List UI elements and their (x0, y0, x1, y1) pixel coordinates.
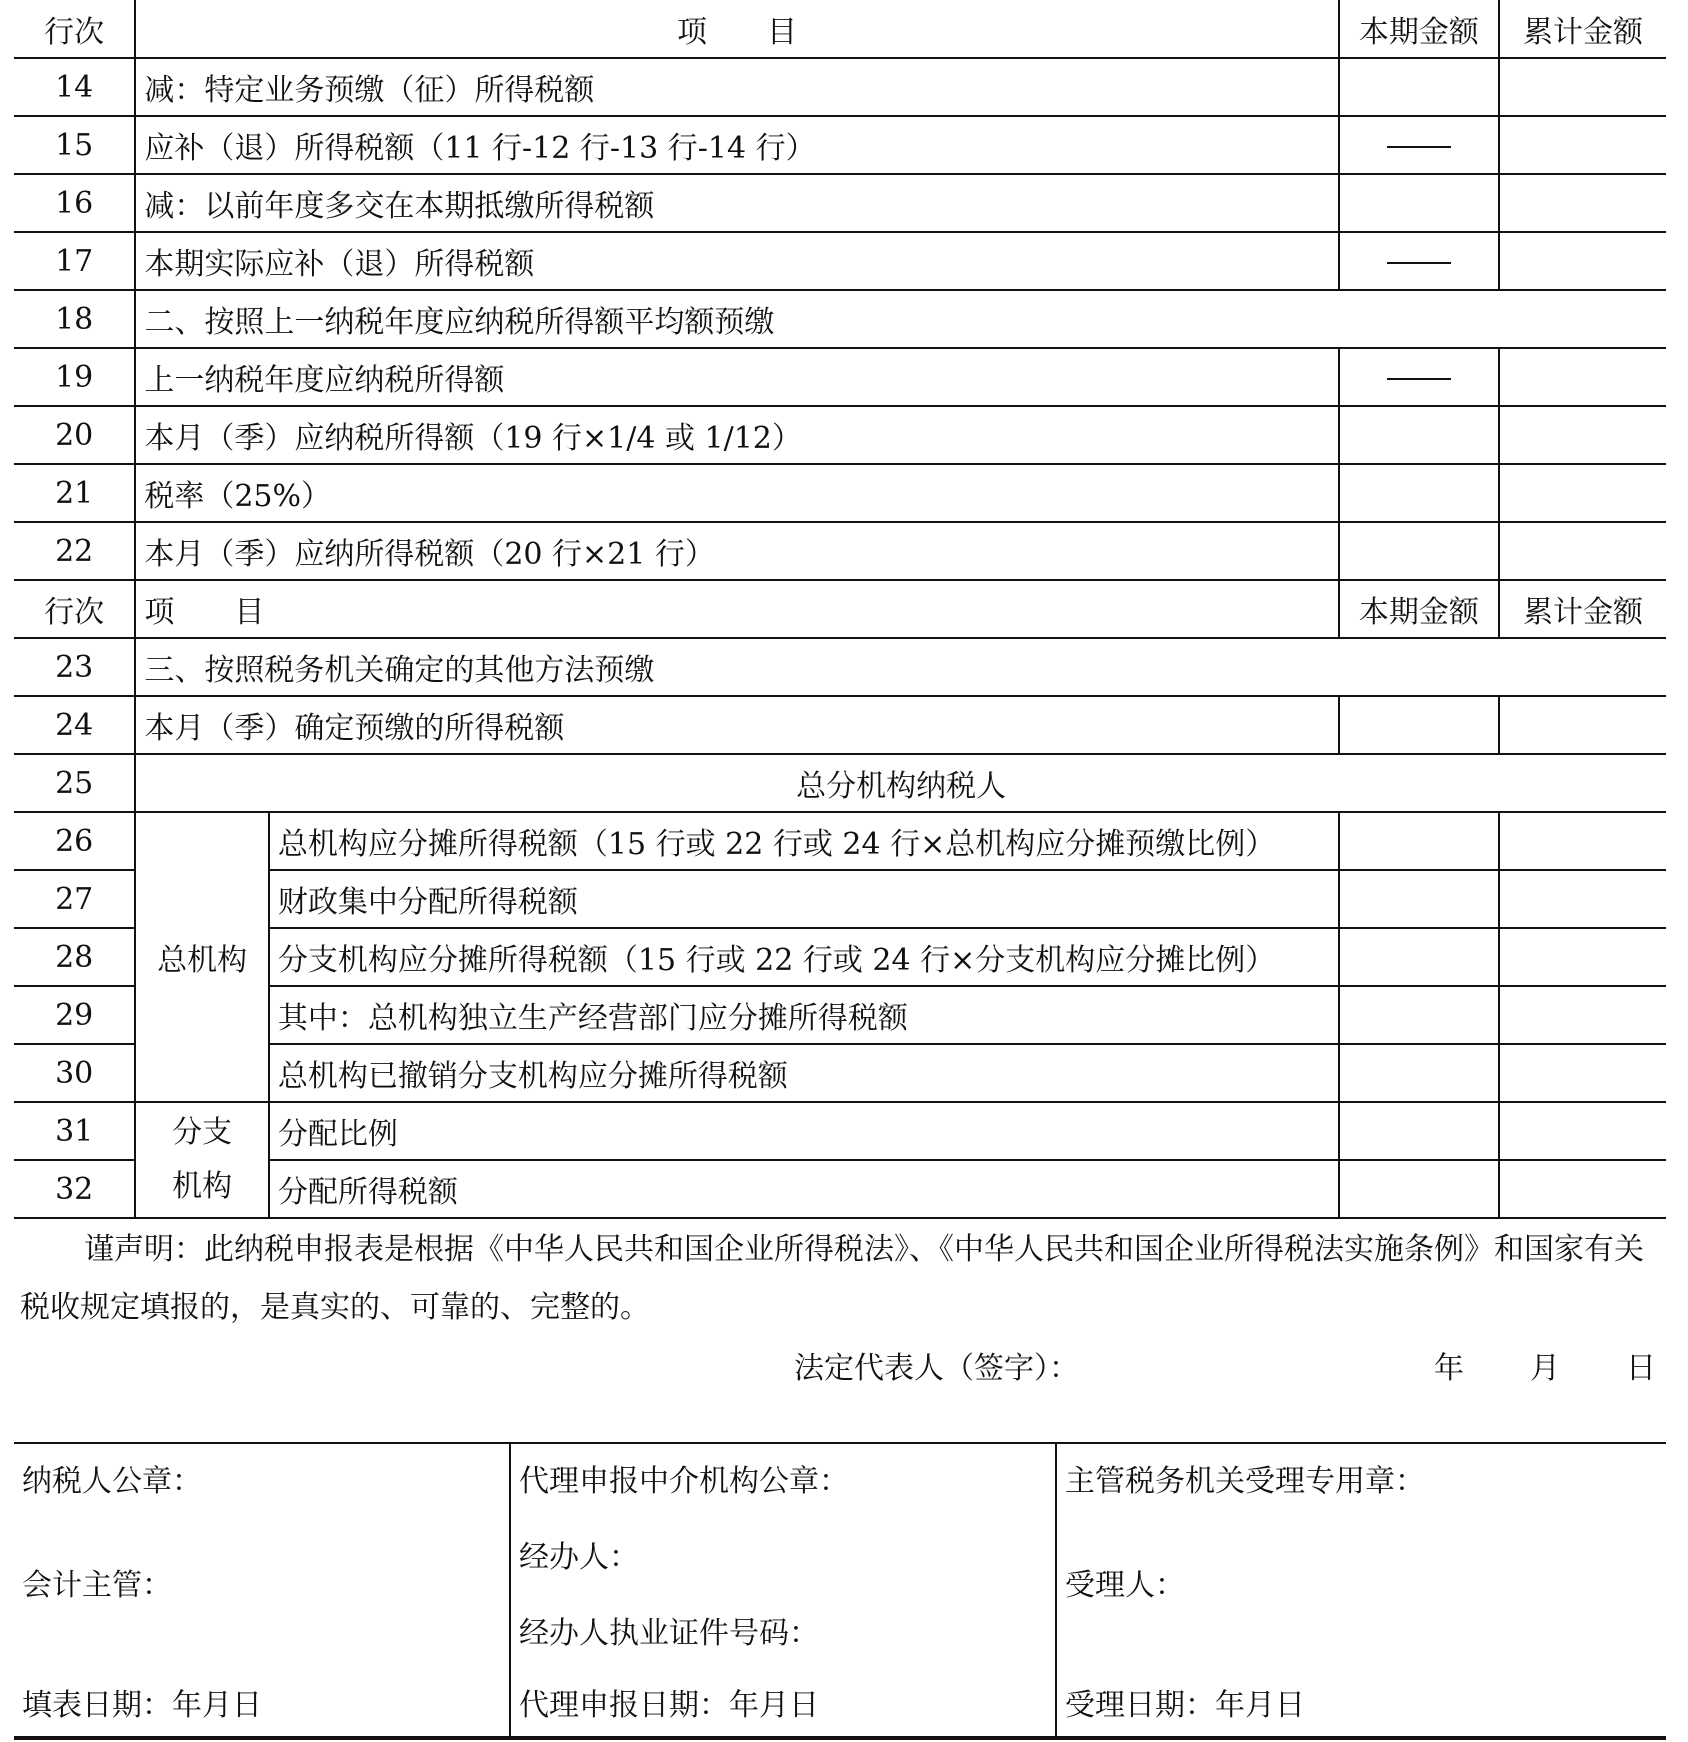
cumulative-amount-cell (1499, 406, 1666, 464)
group-label (135, 812, 269, 1102)
cumulative-amount-cell (1499, 116, 1666, 174)
taxpayer-column (14, 1444, 509, 1736)
agent-date-label: 代理申报日期： (519, 1688, 729, 1723)
group-label-line: 总机构 (157, 943, 248, 978)
footer-seal-section (14, 1442, 1666, 1740)
header-row-no: 行次 (14, 0, 135, 58)
receive-date-label: 受理日期： (1065, 1688, 1215, 1723)
fill-date-year: 年 (172, 1688, 202, 1723)
cumulative-amount-cell (1499, 696, 1666, 754)
row-number: 27 (14, 870, 135, 928)
current-amount-cell (1339, 406, 1499, 464)
not-applicable-dash (1387, 262, 1451, 264)
row-number: 20 (14, 406, 135, 464)
row-item-label: 上一纳税年度应纳税所得额 (135, 348, 1338, 406)
cumulative-amount-cell (1499, 928, 1666, 986)
cumulative-amount-cell (1499, 174, 1666, 232)
row-item-label: 应补（退）所得税额（11 行-12 行-13 行-14 行） (135, 116, 1338, 174)
section-title: 总分机构纳税人 (135, 754, 1666, 812)
signature-date (1434, 1343, 1656, 1387)
handler-cert-label: 经办人执业证件号码： (519, 1616, 819, 1651)
table-row (14, 58, 1666, 116)
row-item-label: 本期实际应补（退）所得税额 (135, 232, 1338, 290)
row-number: 25 (14, 754, 135, 812)
row-number: 22 (14, 522, 135, 580)
row-item-label: 本月（季）应纳税所得额（19 行×1/4 或 1/12） (135, 406, 1338, 464)
fill-date-month: 月 (202, 1688, 232, 1723)
fill-date-label: 填表日期： (22, 1688, 172, 1723)
row-number: 26 (14, 812, 135, 870)
table-row (14, 522, 1666, 580)
day-label: 日 (1626, 1351, 1656, 1386)
fill-date-row (22, 1680, 262, 1724)
row-number: 30 (14, 1044, 135, 1102)
table-row (14, 696, 1666, 754)
tax-form-page (14, 0, 1666, 1397)
taxpayer-seal-label: 纳税人公章： (22, 1464, 202, 1499)
cumulative-amount-cell (1499, 812, 1666, 870)
row-number: 29 (14, 986, 135, 1044)
row-item-label: 财政集中分配所得税额 (269, 870, 1339, 928)
row-number: 16 (14, 174, 135, 232)
table-row (14, 754, 1666, 812)
row-item-label: 二、按照上一纳税年度应纳税所得额平均额预缴 (135, 290, 1666, 348)
table-row (14, 290, 1666, 348)
agent-date-year: 年 (729, 1688, 759, 1723)
header-current-amount: 本期金额 (1339, 0, 1499, 58)
current-amount-cell (1339, 812, 1499, 870)
current-amount-cell (1339, 696, 1499, 754)
cumulative-amount-cell (1499, 348, 1666, 406)
agent-seal-label: 代理申报中介机构公章： (519, 1464, 849, 1499)
table-header-row (14, 0, 1666, 58)
cumulative-amount-cell (1499, 1044, 1666, 1102)
handler-label: 经办人： (519, 1540, 639, 1575)
receiver-label: 受理人： (1065, 1568, 1185, 1603)
row-number: 24 (14, 696, 135, 754)
current-amount-cell (1339, 58, 1499, 116)
header-current-amount: 本期金额 (1339, 580, 1499, 638)
current-amount-cell (1339, 1044, 1499, 1102)
row-item-label: 分支机构应分摊所得税额（15 行或 22 行或 24 行×分支机构应分摊比例） (269, 928, 1339, 986)
row-item-label: 本月（季）确定预缴的所得税额 (135, 696, 1338, 754)
current-amount-cell (1339, 928, 1499, 986)
current-amount-cell (1339, 174, 1499, 232)
current-amount-cell (1339, 522, 1499, 580)
receive-date-row (1065, 1680, 1305, 1724)
table-row (14, 812, 1666, 870)
cumulative-amount-cell (1499, 232, 1666, 290)
receive-date-day: 日 (1275, 1688, 1305, 1723)
header-item: 项 目 (135, 0, 1338, 58)
row-number: 19 (14, 348, 135, 406)
table-row (14, 174, 1666, 232)
table-row (14, 232, 1666, 290)
row-item-label: 分配所得税额 (269, 1160, 1339, 1218)
row-item-label: 本月（季）应纳所得税额（20 行×21 行） (135, 522, 1338, 580)
table-row (14, 348, 1666, 406)
cumulative-amount-cell (1499, 464, 1666, 522)
receive-date-month: 月 (1245, 1688, 1275, 1723)
row-item-label: 其中：总机构独立生产经营部门应分摊所得税额 (269, 986, 1339, 1044)
current-amount-cell (1339, 464, 1499, 522)
row-item-label: 总机构已撤销分支机构应分摊所得税额 (269, 1044, 1339, 1102)
header-item: 项 目 (135, 580, 1338, 638)
table-header-row-repeat (14, 580, 1666, 638)
current-amount-cell (1339, 232, 1499, 290)
table-row (14, 638, 1666, 696)
not-applicable-dash (1387, 146, 1451, 148)
fill-date-day: 日 (232, 1688, 262, 1723)
current-amount-cell (1339, 1160, 1499, 1218)
legal-representative-label: 法定代表人（签字）： (794, 1351, 1079, 1386)
row-number: 31 (14, 1102, 135, 1160)
table-row (14, 406, 1666, 464)
cumulative-amount-cell (1499, 986, 1666, 1044)
not-applicable-dash (1387, 378, 1451, 380)
year-label: 年 (1434, 1351, 1464, 1386)
group-label (135, 1102, 269, 1218)
row-item-label: 减：以前年度多交在本期抵缴所得税额 (135, 174, 1338, 232)
group-label-line: 机构 (172, 1169, 233, 1204)
current-amount-cell (1339, 348, 1499, 406)
accounting-head-label: 会计主管： (22, 1568, 172, 1603)
row-item-label: 三、按照税务机关确定的其他方法预缴 (135, 638, 1666, 696)
row-number: 28 (14, 928, 135, 986)
row-item-label: 税率（25%） (135, 464, 1338, 522)
agent-date-month: 月 (759, 1688, 789, 1723)
receive-date-year: 年 (1215, 1688, 1245, 1723)
cumulative-amount-cell (1499, 1160, 1666, 1218)
month-label: 月 (1530, 1351, 1560, 1386)
current-amount-cell (1339, 1102, 1499, 1160)
tax-return-table (14, 0, 1666, 1219)
tax-office-column (1055, 1444, 1666, 1736)
cumulative-amount-cell (1499, 522, 1666, 580)
row-number: 23 (14, 638, 135, 696)
group-label-line: 分支 (172, 1115, 233, 1150)
header-row-no: 行次 (14, 580, 135, 638)
table-row (14, 116, 1666, 174)
row-number: 21 (14, 464, 135, 522)
row-item-label: 分配比例 (269, 1102, 1339, 1160)
declaration-text: 谨声明：此纳税申报表是根据《中华人民共和国企业所得税法》、《中华人民共和国企业所得税法实施条例》和国家有关税收规定填报的，是真实的、可靠的、完整的。 (20, 1232, 1644, 1325)
row-number: 18 (14, 290, 135, 348)
table-row (14, 464, 1666, 522)
row-number: 15 (14, 116, 135, 174)
signature-row (14, 1337, 1666, 1397)
agent-date-row (519, 1680, 819, 1724)
row-number: 14 (14, 58, 135, 116)
cumulative-amount-cell (1499, 870, 1666, 928)
row-item-label: 总机构应分摊所得税额（15 行或 22 行或 24 行×总机构应分摊预缴比例） (269, 812, 1339, 870)
header-cumulative-amount: 累计金额 (1499, 0, 1666, 58)
tax-office-seal-label: 主管税务机关受理专用章： (1065, 1464, 1425, 1499)
row-number: 32 (14, 1160, 135, 1218)
cumulative-amount-cell (1499, 58, 1666, 116)
table-row (14, 1102, 1666, 1160)
row-number: 17 (14, 232, 135, 290)
header-cumulative-amount: 累计金额 (1499, 580, 1666, 638)
cumulative-amount-cell (1499, 1102, 1666, 1160)
agent-column (509, 1444, 1055, 1736)
agent-date-day: 日 (789, 1688, 819, 1723)
row-item-label: 减：特定业务预缴（征）所得税额 (135, 58, 1338, 116)
current-amount-cell (1339, 116, 1499, 174)
current-amount-cell (1339, 870, 1499, 928)
current-amount-cell (1339, 986, 1499, 1044)
